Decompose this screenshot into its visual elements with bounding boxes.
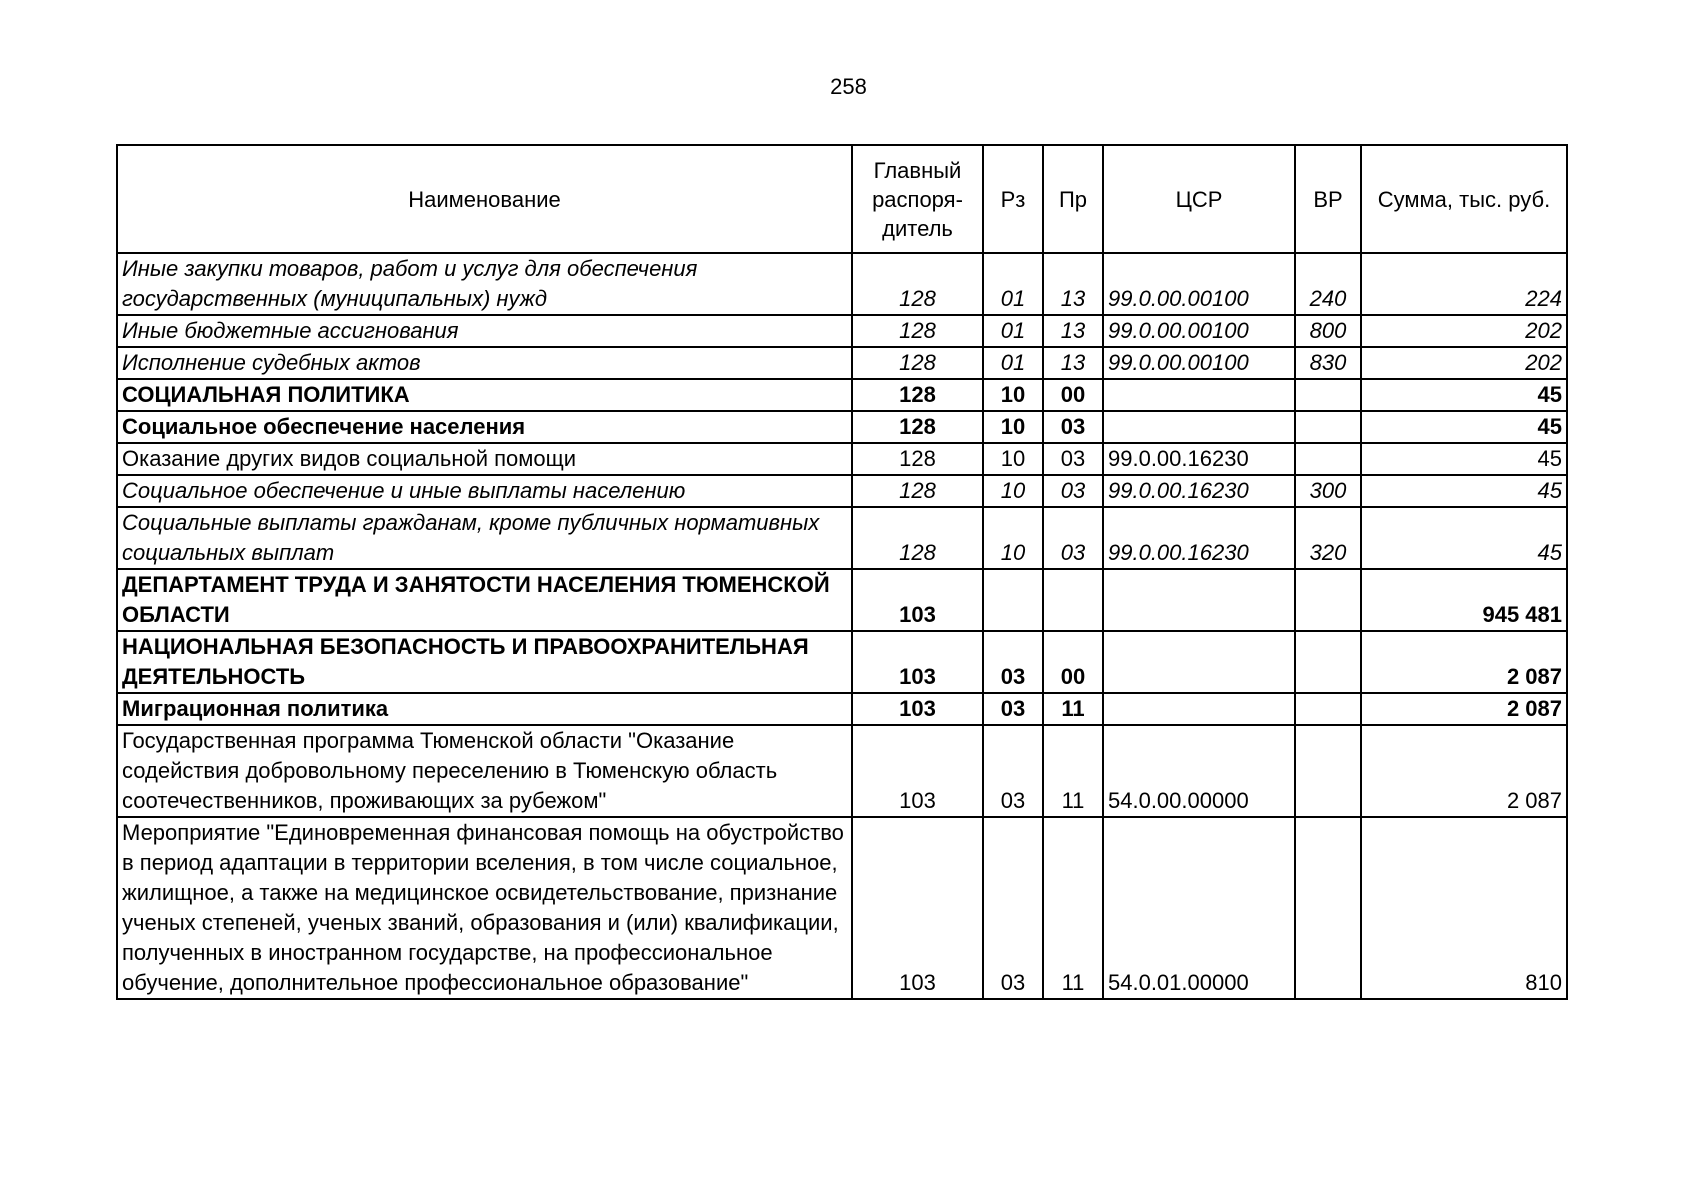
table-row <box>117 347 1567 379</box>
cell-grbs: 128 <box>852 379 983 411</box>
cell-csr: 99.0.00.16230 <box>1103 475 1295 507</box>
cell-sum: 945 481 <box>1361 569 1567 631</box>
table-row <box>117 315 1567 347</box>
cell-csr: 99.0.00.00100 <box>1103 315 1295 347</box>
table-row <box>117 379 1567 411</box>
table-row <box>117 253 1567 315</box>
cell-name: Иные закупки товаров, работ и услуг для обеспечения государственных (муниципальных) нужд <box>117 253 852 315</box>
cell-sum: 45 <box>1361 475 1567 507</box>
cell-grbs: 128 <box>852 507 983 569</box>
cell-vr: 320 <box>1295 507 1361 569</box>
cell-rz: 10 <box>983 475 1043 507</box>
cell-grbs: 128 <box>852 253 983 315</box>
cell-rz: 03 <box>983 725 1043 817</box>
cell-sum: 45 <box>1361 379 1567 411</box>
table-header-row <box>117 145 1567 253</box>
cell-csr: 99.0.00.16230 <box>1103 443 1295 475</box>
header-vr: ВР <box>1295 145 1361 253</box>
cell-csr <box>1103 379 1295 411</box>
cell-rz: 03 <box>983 693 1043 725</box>
cell-pr: 03 <box>1043 411 1103 443</box>
cell-grbs: 128 <box>852 475 983 507</box>
cell-rz <box>983 569 1043 631</box>
header-pr: Пр <box>1043 145 1103 253</box>
cell-vr <box>1295 569 1361 631</box>
cell-grbs: 128 <box>852 315 983 347</box>
cell-rz: 10 <box>983 379 1043 411</box>
cell-name: СОЦИАЛЬНАЯ ПОЛИТИКА <box>117 379 852 411</box>
cell-rz: 03 <box>983 631 1043 693</box>
cell-pr: 03 <box>1043 475 1103 507</box>
cell-sum: 202 <box>1361 347 1567 379</box>
header-sum: Сумма, тыс. руб. <box>1361 145 1567 253</box>
cell-vr: 830 <box>1295 347 1361 379</box>
cell-vr <box>1295 693 1361 725</box>
cell-vr <box>1295 411 1361 443</box>
cell-pr: 11 <box>1043 693 1103 725</box>
table-row <box>117 631 1567 693</box>
cell-csr: 99.0.00.00100 <box>1103 347 1295 379</box>
cell-grbs: 103 <box>852 817 983 999</box>
cell-csr: 99.0.00.16230 <box>1103 507 1295 569</box>
cell-pr: 03 <box>1043 443 1103 475</box>
table-row <box>117 693 1567 725</box>
cell-name: Исполнение судебных актов <box>117 347 852 379</box>
cell-grbs: 128 <box>852 443 983 475</box>
cell-name: Оказание других видов социальной помощи <box>117 443 852 475</box>
cell-name: Государственная программа Тюменской области "Оказание содействия добровольному переселению в Тюменскую область соотечественников, проживающих за рубежом" <box>117 725 852 817</box>
cell-sum: 810 <box>1361 817 1567 999</box>
cell-pr: 00 <box>1043 631 1103 693</box>
cell-grbs: 103 <box>852 631 983 693</box>
cell-csr <box>1103 631 1295 693</box>
cell-name: ДЕПАРТАМЕНТ ТРУДА И ЗАНЯТОСТИ НАСЕЛЕНИЯ ТЮМЕНСКОЙ ОБЛАСТИ <box>117 569 852 631</box>
cell-pr: 03 <box>1043 507 1103 569</box>
cell-vr <box>1295 443 1361 475</box>
cell-vr <box>1295 379 1361 411</box>
cell-sum: 202 <box>1361 315 1567 347</box>
cell-grbs: 128 <box>852 411 983 443</box>
cell-sum: 45 <box>1361 507 1567 569</box>
cell-rz: 01 <box>983 315 1043 347</box>
table-body <box>117 253 1567 999</box>
cell-csr: 54.0.00.00000 <box>1103 725 1295 817</box>
cell-vr: 240 <box>1295 253 1361 315</box>
table-row <box>117 507 1567 569</box>
cell-pr <box>1043 569 1103 631</box>
cell-pr: 13 <box>1043 315 1103 347</box>
header-rz: Рз <box>983 145 1043 253</box>
header-name: Наименование <box>117 145 852 253</box>
cell-pr: 13 <box>1043 347 1103 379</box>
cell-name: Социальное обеспечение населения <box>117 411 852 443</box>
budget-table <box>116 144 1568 1000</box>
cell-pr: 13 <box>1043 253 1103 315</box>
cell-pr: 11 <box>1043 817 1103 999</box>
cell-sum: 2 087 <box>1361 725 1567 817</box>
cell-sum: 45 <box>1361 443 1567 475</box>
cell-rz: 10 <box>983 443 1043 475</box>
cell-csr <box>1103 569 1295 631</box>
cell-rz: 10 <box>983 411 1043 443</box>
cell-grbs: 103 <box>852 725 983 817</box>
page-number: 258 <box>830 74 867 99</box>
cell-name: Миграционная политика <box>117 693 852 725</box>
cell-vr <box>1295 725 1361 817</box>
cell-sum: 2 087 <box>1361 631 1567 693</box>
cell-rz: 10 <box>983 507 1043 569</box>
cell-grbs: 103 <box>852 693 983 725</box>
cell-rz: 03 <box>983 817 1043 999</box>
cell-rz: 01 <box>983 253 1043 315</box>
cell-pr: 11 <box>1043 725 1103 817</box>
cell-name: Социальные выплаты гражданам, кроме публичных нормативных социальных выплат <box>117 507 852 569</box>
table-row <box>117 817 1567 999</box>
cell-csr <box>1103 693 1295 725</box>
cell-grbs: 128 <box>852 347 983 379</box>
cell-sum: 224 <box>1361 253 1567 315</box>
cell-vr: 300 <box>1295 475 1361 507</box>
cell-sum: 45 <box>1361 411 1567 443</box>
table-row <box>117 443 1567 475</box>
cell-grbs: 103 <box>852 569 983 631</box>
cell-name: Иные бюджетные ассигнования <box>117 315 852 347</box>
cell-csr: 54.0.01.00000 <box>1103 817 1295 999</box>
cell-vr: 800 <box>1295 315 1361 347</box>
header-csr: ЦСР <box>1103 145 1295 253</box>
cell-name: Социальное обеспечение и иные выплаты населению <box>117 475 852 507</box>
cell-name: Мероприятие "Единовременная финансовая помощь на обустройство в период адаптации в территории вселения, в том числе социальное, жилищное, а также на медицинское освидетельствование, признание ученых степеней, ученых званий, образования и (или) квалификации, полученных в иностранном государстве, на профессиональное обучение, дополнительное профессиональное образование" <box>117 817 852 999</box>
table-row <box>117 569 1567 631</box>
cell-vr <box>1295 631 1361 693</box>
header-grbs: Главный распоря-дитель <box>852 145 983 253</box>
table-row <box>117 475 1567 507</box>
cell-name: НАЦИОНАЛЬНАЯ БЕЗОПАСНОСТЬ И ПРАВООХРАНИТЕЛЬНАЯ ДЕЯТЕЛЬНОСТЬ <box>117 631 852 693</box>
cell-sum: 2 087 <box>1361 693 1567 725</box>
cell-pr: 00 <box>1043 379 1103 411</box>
cell-rz: 01 <box>983 347 1043 379</box>
table-row <box>117 411 1567 443</box>
cell-csr <box>1103 411 1295 443</box>
table-row <box>117 725 1567 817</box>
cell-csr: 99.0.00.00100 <box>1103 253 1295 315</box>
cell-vr <box>1295 817 1361 999</box>
